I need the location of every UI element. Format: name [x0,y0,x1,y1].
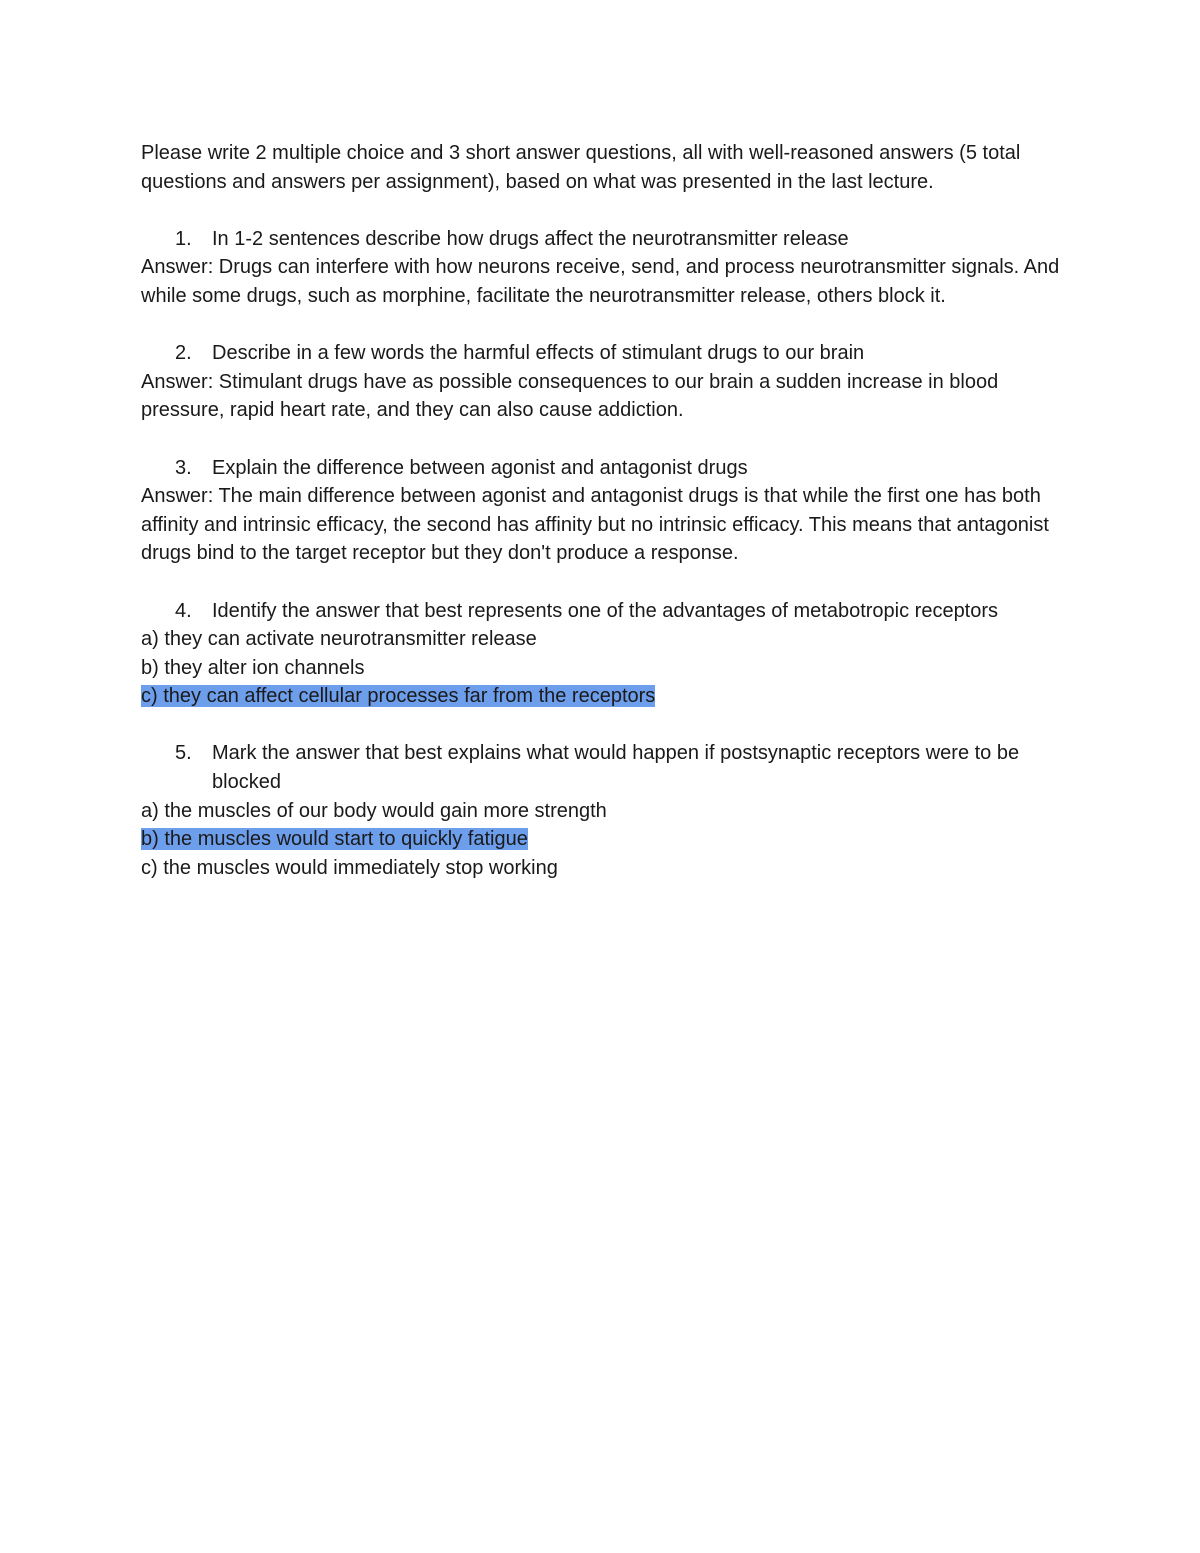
question-number: 2. [175,342,192,365]
question-4 [141,597,1061,711]
question-number: 4. [175,599,192,622]
answer-option-c-highlighted [141,682,1061,711]
question-number: 5. [175,742,192,765]
question-prompt [141,454,1061,483]
question-number: 3. [175,456,192,479]
answer-text: Answer: Stimulant drugs have as possible consequences to our brain a sudden increase in blood pressure, rapid heart rate, and they can also cause addiction. [141,370,999,422]
question-text: Explain the difference between agonist and antagonist drugs [212,456,748,479]
question-text: Describe in a few words the harmful effects of stimulant drugs to our brain [212,342,865,365]
correct-answer-highlight: c) they can affect cellular processes far from the receptors [141,685,656,708]
question-prompt [141,339,1061,368]
question-prompt [141,225,1061,254]
correct-answer-highlight: b) the muscles would start to quickly fatigue [141,828,528,851]
answer-option-b: b) they alter ion channels [141,656,365,679]
question-prompt [141,739,1061,796]
answer-option-b-highlighted [141,825,1061,854]
question-text: Mark the answer that best explains what would happen if postsynaptic receptors were to be blocked [212,742,1020,794]
assignment-instructions: Please write 2 multiple choice and 3 short answer questions, all with well-reasoned answers (5 total questions and answers per assignment), based on what was presented in the last lecture. [141,142,1021,193]
answer-option-a: a) they can activate neurotransmitter release [141,628,537,651]
answer-text: Answer: Drugs can interfere with how neurons receive, send, and process neurotransmitter signals. And while some drugs, such as morphine, facilitate the neurotransmitter release, others block it. [141,256,1060,307]
answer-text: Answer: The main difference between agonist and antagonist drugs is that while the first one has both affinity and intrinsic efficacy, the second has affinity but no intrinsic efficacy. This means that antagonist drugs bind to the target receptor but they don't produce a response. [141,485,1049,565]
question-prompt [141,597,1061,626]
question-5 [141,739,1061,882]
document-page [141,139,1061,911]
question-text: Identify the answer that best represents one of the advantages of metabotropic receptors [212,599,999,622]
question-2 [141,339,1061,425]
question-1 [141,225,1061,311]
answer-option-c: c) the muscles would immediately stop working [141,856,558,879]
answer-option-a: a) the muscles of our body would gain more strength [141,799,607,822]
question-number: 1. [175,227,192,250]
question-text: In 1-2 sentences describe how drugs affect the neurotransmitter release [212,227,849,250]
question-3 [141,454,1061,568]
